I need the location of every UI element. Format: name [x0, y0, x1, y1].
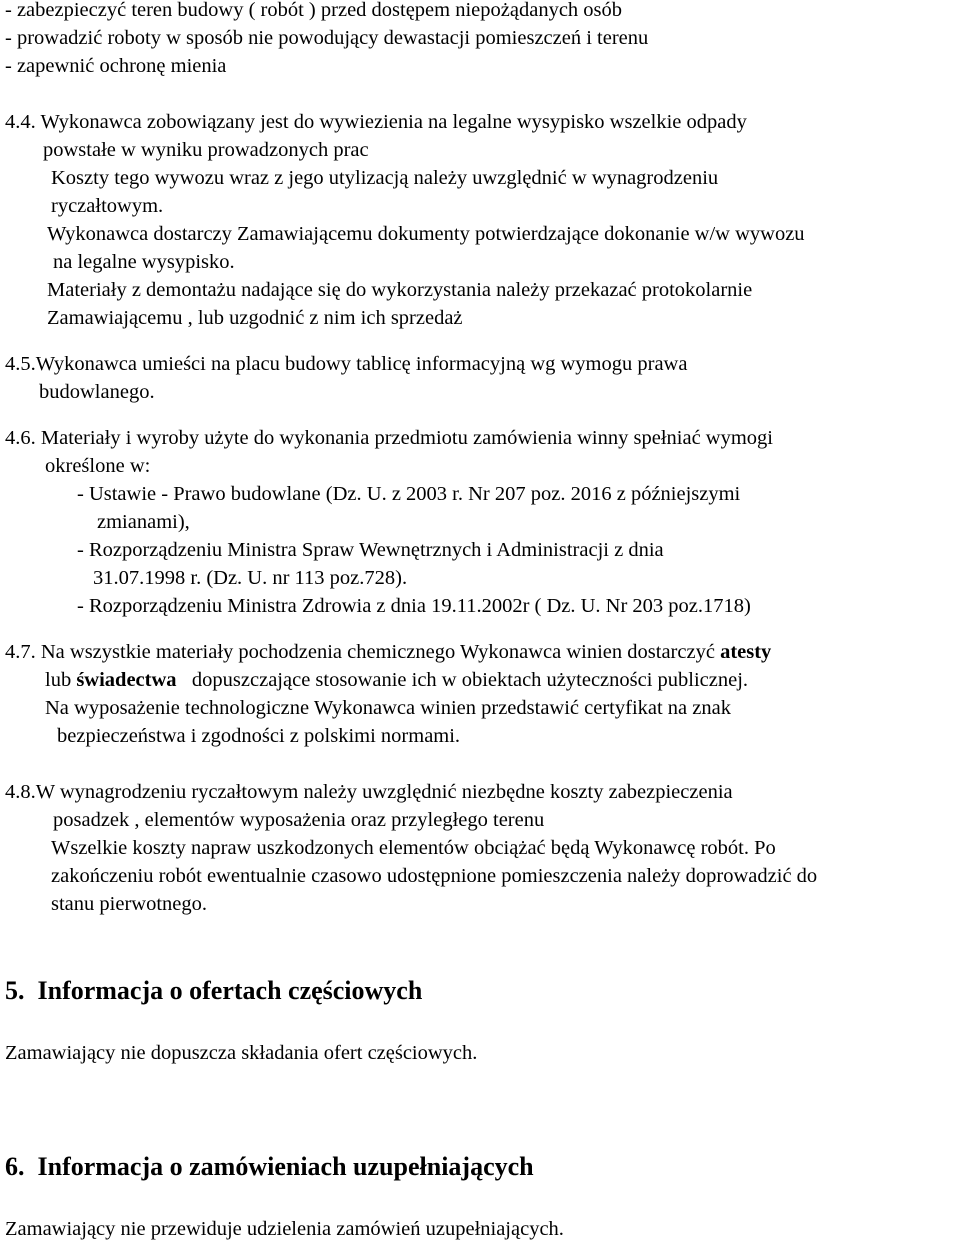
section-5-title: Informacja o ofertach częściowych [37, 976, 423, 1005]
para-4-6-item-1: - Ustawie - Prawo budowlane (Dz. U. z 2003 r. Nr 207 poz. 2016 z późniejszymi [77, 483, 741, 505]
para-4-4-line-3: Koszty tego wywozu wraz z jego utylizacją należy uwzględnić w wynagrodzeniu [51, 167, 719, 189]
para-4-8-line-3: Wszelkie koszty napraw uszkodzonych elementów obciążać będą Wykonawcę robót. Po [51, 837, 776, 859]
para-4-4-line-4: ryczałtowym. [51, 195, 164, 217]
section-6-text: Zamawiający nie przewiduje udzielenia zamówień uzupełniających. [5, 1218, 564, 1240]
para-4-8-line-2: posadzek , elementów wyposażenia oraz przyległego terenu [53, 809, 545, 831]
para-4-4-line-5: Wykonawca dostarczy Zamawiającemu dokumenty potwierdzające dokonanie w/w wywozu [47, 223, 805, 245]
atesty-bold: atesty [720, 641, 772, 663]
para-4-8-line-5: stanu pierwotnego. [51, 893, 207, 915]
para-4-6-item-1-cont: zmianami), [97, 511, 190, 533]
para-4-6-item-2: - Rozporządzeniu Ministra Spraw Wewnętrznych i Administracji z dnia [77, 539, 664, 561]
para-4-4-line-2: powstałe w wyniku prowadzonych prac [43, 139, 369, 161]
para-4-5-line-2: budowlanego. [39, 381, 155, 403]
para-4-7-line-3: Na wyposażenie technologiczne Wykonawca winien przedstawić certyfikat na znak [45, 697, 731, 719]
para-4-6-item-2-cont: 31.07.1998 r. (Dz. U. nr 113 poz.728). [93, 567, 408, 589]
section-6-title: Informacja o zamówieniach uzupełniających [37, 1152, 534, 1181]
para-4-7-line-1 [5, 640, 771, 664]
para-4-5-line-1: 4.5.Wykonawca umieści na placu budowy tablicę informacyjną wg wymogu prawa [5, 353, 688, 375]
para-4-7-text-b: lub [45, 669, 77, 691]
para-4-4-line-1: 4.4. Wykonawca zobowiązany jest do wywiezienia na legalne wysypisko wszelkie odpady [5, 111, 747, 133]
bullet-secure-site: - zabezpieczyć teren budowy ( robót ) przed dostępem niepożądanych osób [5, 0, 623, 21]
section-6-heading [5, 1152, 534, 1182]
para-4-7-line-2 [45, 668, 748, 692]
para-4-6-item-3: - Rozporządzeniu Ministra Zdrowia z dnia 19.11.2002r ( Dz. U. Nr 203 poz.1718) [77, 595, 751, 617]
para-4-4-line-8: Zamawiającemu , lub uzgodnić z nim ich sprzedaż [47, 307, 463, 329]
para-4-6-line-1: 4.6. Materiały i wyroby użyte do wykonania przedmiotu zamówienia winny spełniać wymogi [5, 427, 773, 449]
para-4-7-line-4: bezpieczeństwa i zgodności z polskimi normami. [57, 725, 461, 747]
section-5-text: Zamawiający nie dopuszcza składania ofert częściowych. [5, 1042, 478, 1064]
para-4-4-line-6: na legalne wysypisko. [53, 251, 235, 273]
swiadectwa-bold: świadectwa [76, 669, 177, 691]
para-4-7-text-c: dopuszczające stosowanie ich w obiektach użyteczności publicznej. [176, 669, 749, 691]
section-5-number: 5. [5, 976, 25, 1005]
bullet-protect-property: - zapewnić ochronę mienia [5, 55, 227, 77]
bullet-no-damage: - prowadzić roboty w sposób nie powodujący dewastacji pomieszczeń i terenu [5, 27, 649, 49]
para-4-6-line-2: określone w: [45, 455, 151, 477]
section-5-heading [5, 976, 422, 1006]
para-4-8-line-4: zakończeniu robót ewentualnie czasowo udostępnione pomieszczenia należy doprowadzić do [51, 865, 818, 887]
para-4-8-line-1: 4.8.W wynagrodzeniu ryczałtowym należy uwzględnić niezbędne koszty zabezpieczenia [5, 781, 733, 803]
section-6-number: 6. [5, 1152, 25, 1181]
para-4-7-text-a: 4.7. Na wszystkie materiały pochodzenia chemicznego Wykonawca winien dostarczyć [5, 641, 721, 663]
para-4-4-line-7: Materiały z demontażu nadające się do wykorzystania należy przekazać protokolarnie [47, 279, 753, 301]
